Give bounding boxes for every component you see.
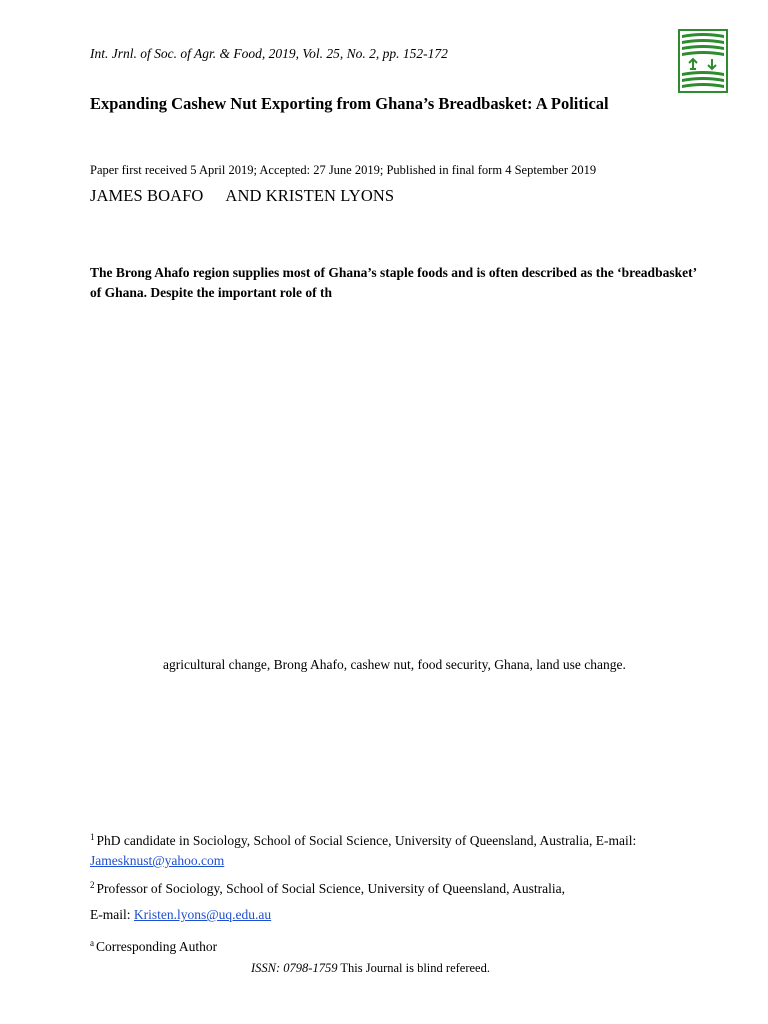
issn: ISSN: 0798-1759 — [251, 961, 338, 975]
footnote-1 — [90, 827, 690, 871]
author-2: AND KRISTEN LYONS — [225, 186, 395, 205]
footnote-2-text: Professor of Sociology, School of Social Science, University of Queensland, Australia, — [96, 881, 566, 896]
keywords: agricultural change, Brong Ahafo, cashew nut, food security, Ghana, land use change. — [163, 657, 626, 672]
footnote-1-text: PhD candidate in Sociology, School of Social Science, University of Queensland, Australia, E-mail: — [96, 833, 637, 848]
footnote-3-mark: a — [90, 938, 94, 948]
issn-footer — [251, 961, 490, 976]
footnote-2-email — [90, 905, 271, 925]
footnote-2-mark: 2 — [90, 880, 95, 890]
paper-title: Expanding Cashew Nut Exporting from Ghana’s Breadbasket: A Political — [90, 94, 609, 113]
footnote-3-text: Corresponding Author — [96, 939, 218, 954]
paper-dates: Paper first received 5 April 2019; Accepted: 27 June 2019; Published in final form 4 September 2019 — [90, 163, 597, 177]
abstract-text: The Brong Ahafo region supplies most of Ghana’s staple foods and is often described as the ‘breadbasket’ of Ghana. Despite the important role of th — [90, 265, 697, 300]
footnote-2-email-label: E-mail: — [90, 907, 134, 922]
authors — [90, 186, 394, 206]
footnote-1-mark: 1 — [90, 832, 95, 842]
footnote-2 — [90, 875, 565, 899]
author-1: JAMES BOAFO — [90, 186, 204, 205]
footnote-2-email-link[interactable]: Kristen.lyons@uq.edu.au — [133, 907, 272, 922]
refereed-note: This Journal is blind refereed. — [337, 961, 490, 975]
journal-logo-icon — [678, 29, 728, 93]
footnote-1-email-link[interactable]: Jamesknust@yahoo.com — [90, 853, 225, 868]
journal-citation: Int. Jrnl. of Soc. of Agr. & Food, 2019, Vol. 25, No. 2, pp. 152-172 — [90, 46, 448, 61]
footnote-corresponding — [90, 933, 217, 957]
